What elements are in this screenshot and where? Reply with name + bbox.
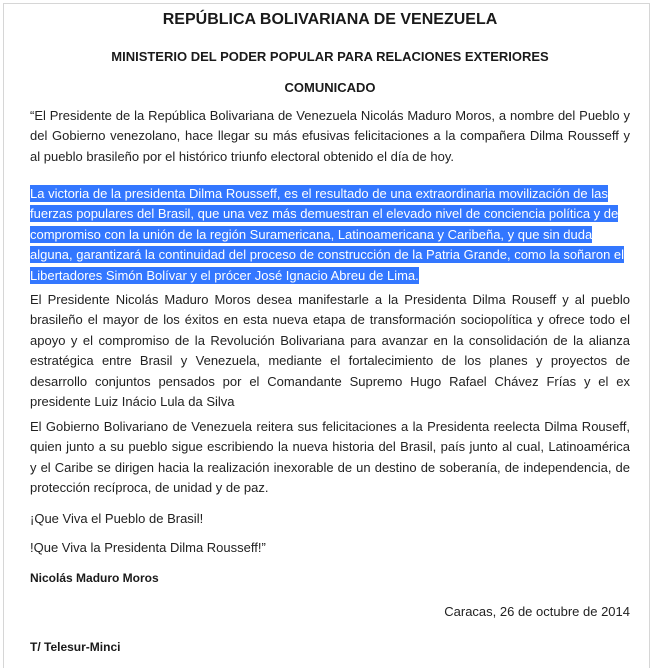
- text-line: quien junto a su pueblo sigue escribiendo la nueva historia del Brasil, país junto al cual, Latinoamérica: [30, 439, 630, 455]
- text-line: !Que Viva la Presidenta Dilma Rousseff!”: [30, 540, 266, 555]
- paragraph-reiteration: [30, 417, 630, 499]
- selection-highlight: alguna, garantizará la continuidad del proceso de construcción de la Patria Grande, como la soñaron el: [30, 247, 625, 263]
- selection-highlight: La victoria de la presidenta Dilma Rousseff, es el resultado de una extraordinaria movilización de las: [30, 186, 608, 201]
- text-line: y el Caribe se dirigen hacia la realización inexorable de un destino de soberanía, de independencia, de: [30, 459, 630, 475]
- selected-text-line: [30, 266, 630, 286]
- signature: Nicolás Maduro Moros: [30, 571, 159, 585]
- selection-highlight: fuerzas populares del Brasil, que una vez más demuestran el elevado nivel de conciencia política y de: [30, 206, 619, 222]
- text-line: presidente Luiz Inácio Lula da Silva: [30, 393, 235, 409]
- paragraph-victory-selected[interactable]: [30, 184, 630, 286]
- text-line: protección recíproca, de unidad y de paz.: [30, 480, 269, 496]
- text-line: del Gobierno venezolano, hace llegar su más efusivas felicitaciones a la compañera Dilma Rousseff y: [30, 128, 630, 144]
- ministry-heading: MINISTERIO DEL PODER POPULAR PARA RELACIONES EXTERIORES: [111, 49, 549, 64]
- document-type-heading: COMUNICADO: [284, 80, 376, 95]
- source-credit: T/ Telesur-Minci: [30, 640, 121, 654]
- selected-text-line: [30, 245, 630, 265]
- paragraph-congratulations: [30, 106, 630, 167]
- text-line: desarrollo conjuntos pensados por el Comandante Supremo Hugo Rafael Chávez Frías y el ex: [30, 373, 630, 389]
- place-date: Caracas, 26 de octubre de 2014: [444, 604, 630, 619]
- text-line: estratégica entre Brasil y Venezuela, mediante el fortalecimiento de los planes y proyectos de: [30, 353, 630, 369]
- text-line: El Presidente Nicolás Maduro Moros desea manifestarle a la Presidenta Dilma Rouseff y al pueblo: [30, 292, 630, 307]
- text-line: apoyo y el compromiso de la Revolución Bolivariana para avanzar en la consolidación de la alianza: [30, 332, 630, 348]
- text-line: El Gobierno Bolivariano de Venezuela reitera sus felicitaciones a la Presidenta reelecta Dilma Rouseff,: [30, 419, 630, 434]
- paragraph-cheer-president: [30, 538, 630, 558]
- text-line: ¡Que Viva el Pueblo de Brasil!: [30, 511, 204, 526]
- selected-text-line: [30, 204, 630, 224]
- text-line: brasileño el mayor de los éxitos en esta nueva etapa de transformación sociopolítica y ofrece todo el: [30, 312, 630, 328]
- paragraph-cheer-people: [30, 509, 630, 529]
- paragraph-support: [30, 290, 630, 412]
- selection-highlight: Libertadores Simón Bolívar y el prócer José Ignacio Abreu de Lima.: [30, 267, 419, 283]
- selection-highlight: compromiso con la unión de la región Suramericana, Latinoamericana y Caribeña, y que sin duda: [30, 226, 593, 242]
- country-heading: REPÚBLICA BOLIVARIANA DE VENEZUELA: [162, 11, 498, 28]
- selected-text-line: [30, 184, 630, 204]
- selected-text-line: [30, 225, 630, 245]
- text-line: “El Presidente de la República Bolivariana de Venezuela Nicolás Maduro Moros, a nombre del Pueblo y: [30, 108, 630, 123]
- text-line: al pueblo brasileño por el histórico triunfo electoral obtenido el día de hoy.: [30, 148, 454, 164]
